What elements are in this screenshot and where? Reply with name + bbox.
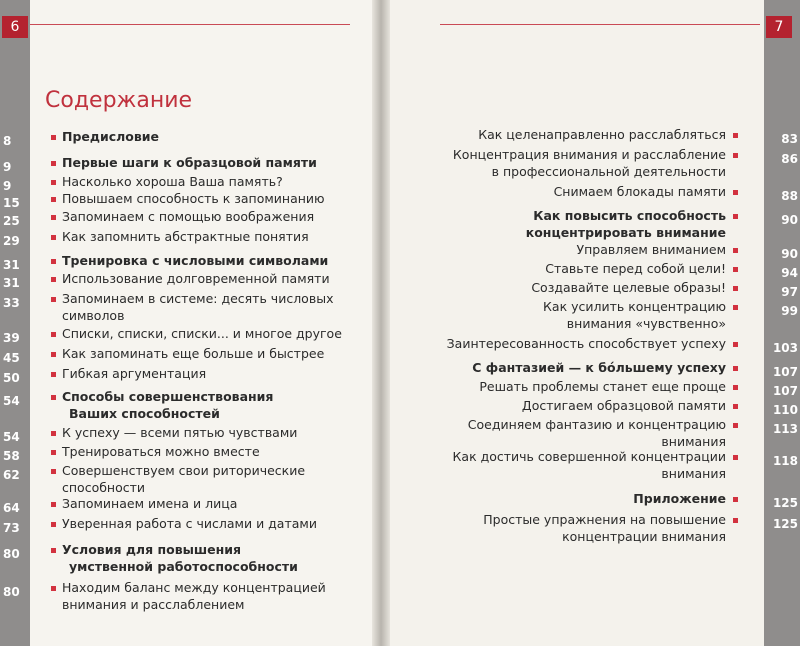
bullet-square-icon [733,133,738,138]
left-header-rule [30,24,350,25]
bullet-square-icon [51,215,56,220]
bullet-square-icon [51,502,56,507]
bullet-square-icon [51,431,56,436]
page-ref-number: 58 [3,449,20,463]
toc-entry-line: Достигаем образцовой памяти [521,398,726,413]
toc-entry-line: концентрировать внимание [525,225,726,240]
page-ref-number: 80 [3,585,20,599]
page-ref-number: 31 [3,276,20,290]
page-ref-number: 62 [3,468,20,482]
book-gutter [372,0,390,646]
toc-entry-line: Ставьте перед собой цели! [545,261,726,276]
toc-entry-line: Предисловие [62,129,160,144]
page-ref-number: 15 [3,196,20,210]
page-ref-number: 8 [3,134,12,148]
toc-entry-line: внимания и расслаблением [62,597,245,612]
page-ref-number: 94 [781,266,798,280]
page-ref-number: 88 [781,189,798,203]
toc-entry-line: символов [62,308,125,323]
toc-entry-line: Как запоминать еще больше и быстрее [62,346,325,361]
bullet-square-icon [733,497,738,502]
bullet-square-icon [51,135,56,140]
page-ref-number: 97 [781,285,798,299]
toc-entry-line: Концентрация внимания и расслабление [452,147,726,162]
toc-entry-line: Управляем вниманием [576,242,726,257]
page-ref-number: 86 [781,152,798,166]
page-ref-number: 118 [772,454,798,468]
bullet-square-icon [733,267,738,272]
bullet-square-icon [51,450,56,455]
bullet-square-icon [733,248,738,253]
toc-entry-line: С фантазией — к бóльшему успеху [472,360,726,375]
bullet-square-icon [51,586,56,591]
bullet-square-icon [733,385,738,390]
toc-entry-line: Создавайте целевые образы! [531,280,726,295]
bullet-square-icon [733,455,738,460]
bullet-square-icon [733,366,738,371]
toc-entry-line: Находим баланс между концентрацией [62,580,326,595]
page-ref-number: 33 [3,296,20,310]
toc-entry-line: Использование долговременной памяти [62,271,330,286]
toc-entry-line: способности [62,480,146,495]
toc-entry-line: Запоминаем имена и лица [62,496,238,511]
page-ref-number: 83 [781,132,798,146]
toc-entry-line: Первые шаги к образцовой памяти [62,155,317,170]
bullet-square-icon [51,352,56,357]
toc-entry-line: концентрации внимания [562,529,726,544]
toc-entry-line: Снимаем блокады памяти [553,184,726,199]
toc-entry-line: Уверенная работа с числами и датами [62,516,317,531]
toc-entry-line: Решать проблемы станет еще проще [479,379,726,394]
bullet-square-icon [51,395,56,400]
bullet-square-icon [733,286,738,291]
toc-entry-line: Способы совершенствования [62,389,274,404]
page-ref-number: 80 [3,547,20,561]
toc-entry-line: Запоминаем в системе: десять числовых [62,291,334,306]
page-ref-number: 103 [772,341,798,355]
page-ref-number: 54 [3,430,20,444]
page-ref-number: 29 [3,234,20,248]
toc-entry-line: Простые упражнения на повышение [483,512,726,527]
toc-entry-line: Как повысить способность [533,208,726,223]
right-page-number: 7 [766,16,792,38]
bullet-square-icon [51,469,56,474]
page-ref-number: 125 [772,517,798,531]
bullet-square-icon [51,259,56,264]
toc-entry-line: внимания [661,434,726,449]
page-ref-number: 31 [3,258,20,272]
bullet-square-icon [51,372,56,377]
toc-entry-line: Повышаем способность к запоминанию [62,191,325,206]
toc-entry-line: Насколько хороша Ваша память? [62,174,283,189]
page-ref-number: 113 [772,422,798,436]
bullet-square-icon [51,161,56,166]
right-header-rule [440,24,760,25]
page-ref-number: 9 [3,160,12,174]
toc-entry-line: Заинтересованность способствует успеху [446,336,726,351]
page-ref-number: 107 [772,384,798,398]
bullet-square-icon [51,180,56,185]
toc-entry-line: Соединяем фантазию и концентрацию [467,417,726,432]
bullet-square-icon [733,518,738,523]
bullet-square-icon [733,342,738,347]
bullet-square-icon [51,277,56,282]
page-ref-number: 99 [781,304,798,318]
page-ref-number: 125 [772,496,798,510]
page-ref-number: 54 [3,394,20,408]
right-margin-strip [764,0,800,646]
bullet-square-icon [51,297,56,302]
toc-entry-line: К успеху — всеми пятью чувствами [62,425,298,440]
bullet-square-icon [733,214,738,219]
toc-entry-line: Совершенствуем свои риторические [62,463,306,478]
toc-entry-line: Ваших способностей [69,406,220,421]
toc-entry-line: Как запомнить абстрактные понятия [62,229,309,244]
toc-entry-line: Как достичь совершенной концентрации [452,449,726,464]
bullet-square-icon [733,305,738,310]
toc-entry-line: Условия для повышения [62,542,242,557]
toc-entry-line: Как целенаправленно расслабляться [478,127,726,142]
page-ref-number: 50 [3,371,20,385]
toc-entry-line: умственной работоспособности [69,559,298,574]
page-ref-number: 73 [3,521,20,535]
toc-entry-line: Списки, списки, списки... и многое другое [62,326,342,341]
toc-entry-line: Гибкая аргументация [62,366,207,381]
bullet-square-icon [51,332,56,337]
page-ref-number: 107 [772,365,798,379]
toc-entry-line: внимания [661,466,726,481]
bullet-square-icon [733,190,738,195]
bullet-square-icon [733,423,738,428]
left-page-number: 6 [2,16,28,38]
toc-entry-line: Тренировка с числовыми символами [62,253,329,268]
bullet-square-icon [51,197,56,202]
bullet-square-icon [51,235,56,240]
contents-heading: Содержание [45,88,193,113]
toc-entry-line: внимания «чувственно» [566,316,726,331]
page-ref-number: 64 [3,501,20,515]
page-ref-number: 45 [3,351,20,365]
bullet-square-icon [51,548,56,553]
toc-entry-line: Как усилить концентрацию [543,299,726,314]
toc-entry-line: Запоминаем с помощью воображения [62,209,315,224]
bullet-square-icon [51,522,56,527]
page-ref-number: 39 [3,331,20,345]
page-ref-number: 110 [772,403,798,417]
bullet-square-icon [733,153,738,158]
page-ref-number: 90 [781,247,798,261]
toc-entry-line: в профессиональной деятельности [491,164,726,179]
toc-entry-line: Тренироваться можно вместе [62,444,260,459]
page-ref-number: 90 [781,213,798,227]
bullet-square-icon [733,404,738,409]
page-ref-number: 25 [3,214,20,228]
page-ref-number: 9 [3,179,12,193]
toc-entry-line: Приложение [633,491,726,506]
